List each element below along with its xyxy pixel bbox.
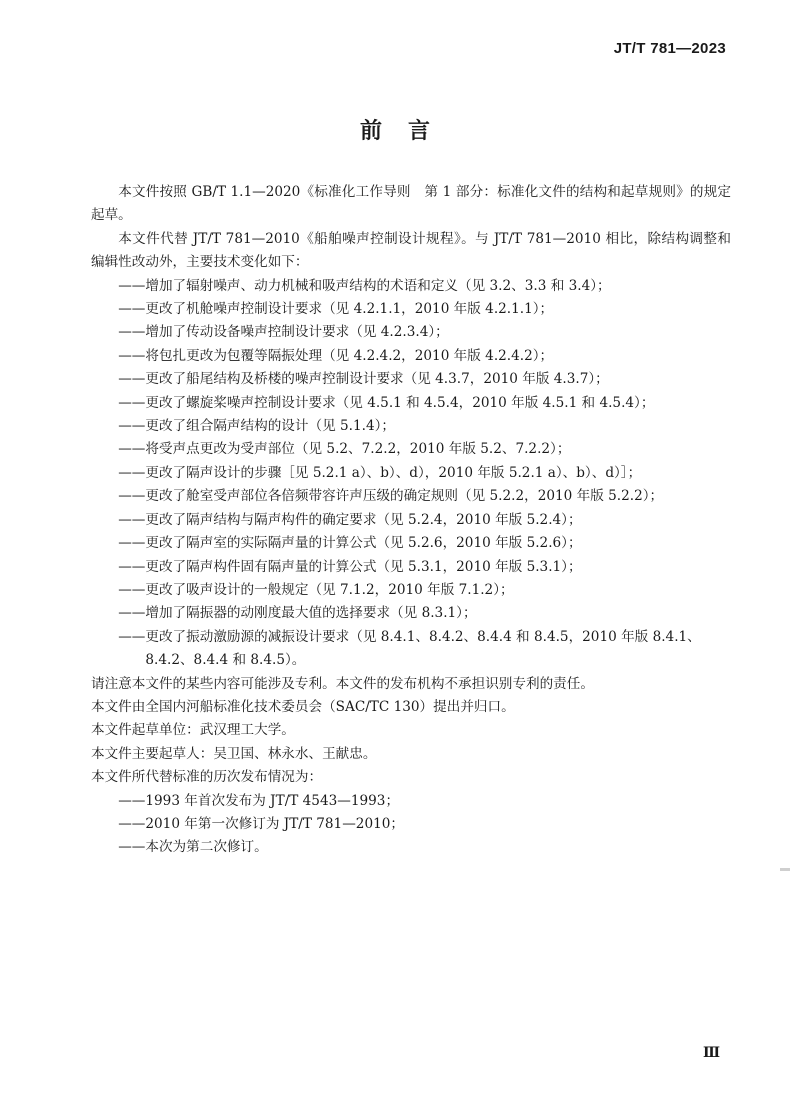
page-edge-mark xyxy=(780,868,790,871)
change-item: ——更改了机舱噪声控制设计要求（见 4.2.1.1，2010 年版 4.2.1.1）； xyxy=(118,301,554,318)
change-item: ——更改了组合隔声结构的设计（见 5.1.4）； xyxy=(118,418,395,435)
change-item: ——更改了隔声结构与隔声构件的确定要求（见 5.2.4，2010 年版 5.2.4）； xyxy=(118,511,582,528)
change-item: ——将包扎更改为包覆等隔振处理（见 4.2.4.2，2010 年版 4.2.4.2）； xyxy=(118,347,554,364)
change-item: ——增加了传动设备噪声控制设计要求（见 4.2.3.4）； xyxy=(118,324,449,341)
document-body xyxy=(91,181,731,860)
page-number: Ⅲ xyxy=(702,1046,720,1061)
change-item: ——更改了吸声设计的一般规定（见 7.1.2，2010 年版 7.1.2）； xyxy=(118,581,514,598)
change-item: ——更改了螺旋桨噪声控制设计要求（见 4.5.1 和 4.5.4，2010 年版 4.5.1 和 4.5.4）； xyxy=(118,394,655,411)
change-item: ——更改了隔声室的实际隔声量的计算公式（见 5.2.6，2010 年版 5.2.6）； xyxy=(118,535,582,552)
patent-notice: 请注意本文件的某些内容可能涉及专利。本文件的发布机构不承担识别专利的责任。 xyxy=(91,675,594,692)
change-item: ——将受声点更改为受声部位（见 5.2、7.2.2，2010 年版 5.2、7.2.2）； xyxy=(118,441,571,458)
standard-code: JT/T 781—2023 xyxy=(613,40,726,57)
history-intro: 本文件所代替标准的历次发布情况为： xyxy=(91,769,323,786)
history-item: ——2010 年第一次修订为 JT/T 781—2010； xyxy=(118,815,404,832)
drafting-unit: 本文件起草单位：武汉理工大学。 xyxy=(91,722,295,739)
change-item: ——更改了振动激励源的减振设计要求（见 8.4.1、8.4.2、8.4.4 和 8.4.5，2010 年版 8.4.1、8.4.2、8.4.4 和 8.4.5）。 xyxy=(118,628,701,669)
drafters: 本文件主要起草人：吴卫国、林永水、王献忠。 xyxy=(91,745,377,762)
history-list xyxy=(91,790,731,860)
change-list xyxy=(91,275,731,673)
change-item: ——增加了隔振器的动刚度最大值的选择要求（见 8.3.1）； xyxy=(118,605,477,622)
change-item: ——更改了舱室受声部位各倍频带容许声压级的确定规则（见 5.2.2，2010 年版 5.2.2）； xyxy=(118,488,664,505)
change-item: ——更改了船尾结构及桥楼的噪声控制设计要求（见 4.3.7，2010 年版 4.3.7）； xyxy=(118,371,609,388)
intro-paragraph: 本文件按照 GB/T 1.1—2020《标准化工作导则 第 1 部分：标准化文件的结构和起草规则》的规定起草。 xyxy=(91,184,731,224)
page-title: 前言 xyxy=(359,119,456,144)
history-item: ——本次为第二次修订。 xyxy=(118,839,268,856)
proposer-notice: 本文件由全国内河船标准化技术委员会（SAC/TC 130）提出并归口。 xyxy=(91,698,515,715)
replacement-paragraph: 本文件代替 JT/T 781—2010《船舶噪声控制设计规程》。与 JT/T 781—2010 相比，除结构调整和编辑性改动外，主要技术变化如下： xyxy=(91,230,731,271)
change-item: ——更改了隔声构件固有隔声量的计算公式（见 5.3.1，2010 年版 5.3.1）； xyxy=(118,558,582,575)
history-item: ——1993 年首次发布为 JT/T 4543—1993； xyxy=(118,792,400,809)
change-item: ——更改了隔声设计的步骤［见 5.2.1 a）、b）、d），2010 年版 5.2.1 a）、b）、d）］； xyxy=(118,464,642,481)
change-item: ——增加了辐射噪声、动力机械和吸声结构的术语和定义（见 3.2、3.3 和 3.4）； xyxy=(118,277,611,294)
